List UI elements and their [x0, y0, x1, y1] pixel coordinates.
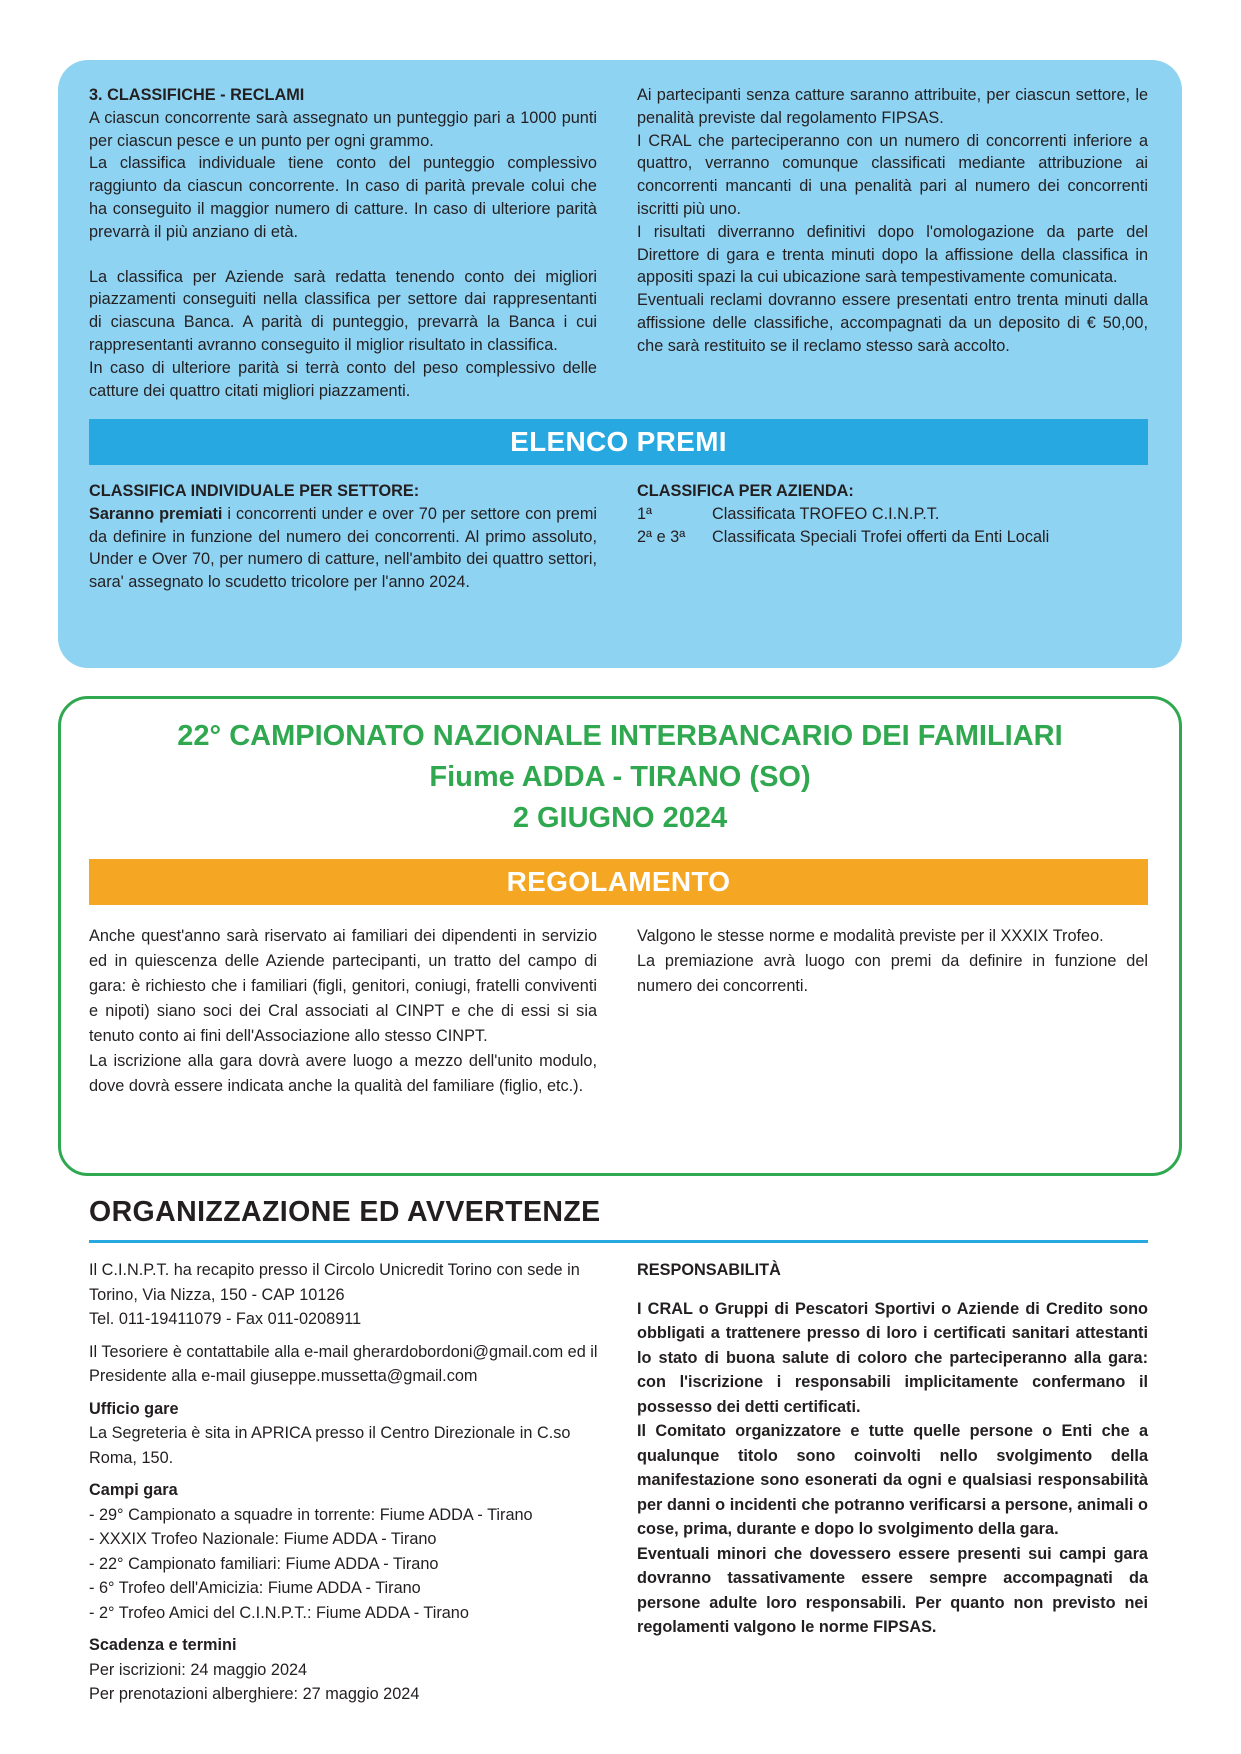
familiari-location: Fiume ADDA - TIRANO (SO)	[429, 761, 811, 793]
scadenza-iscrizioni: Per iscrizioni: 24 maggio 2024	[89, 1660, 308, 1679]
responsabilita-column	[637, 1258, 1148, 1640]
responsabilita-paragraph: Il Comitato organizzatore e tutte quelle persone o Enti che a qualunque titolo sono coinvolti nello svolgimento della manifestazione sono esonerati da ogni e qualsiasi responsabilità per danni o incidenti che potranno verificarsi a persone, animali o cose, prima, durante e dopo lo svolgimento della gara.	[637, 1422, 1148, 1538]
campi-gara-item: - 2° Trofeo Amici del C.I.N.P.T.: Fiume ADDA - Tirano	[89, 1603, 469, 1622]
responsabilita-heading: RESPONSABILITÀ	[637, 1261, 781, 1279]
organizzazione-heading: ORGANIZZAZIONE ED AVVERTENZE	[89, 1196, 601, 1228]
campi-gara-item: - XXXIX Trofeo Nazionale: Fiume ADDA - Tirano	[89, 1530, 437, 1548]
scadenza-alberghi: Per prenotazioni alberghiere: 27 maggio 2024	[89, 1685, 420, 1703]
tel-fax-text: Tel. 011-19411079 - Fax 011-0208911	[89, 1310, 362, 1328]
contatti-text: Il Tesoriere è contattabile alla e-mail gherardobordoni@gmail.com ed il Presidente alla e-mail giuseppe.mussetta@gmail.com	[89, 1342, 598, 1385]
classifiche-paragraph: In caso di ulteriore parità si terrà conto del peso complessivo delle catture dei quattro citati migliori piazzamenti.	[89, 358, 597, 400]
classifiche-paragraph: Eventuali reclami dovranno essere presentati entro trenta minuti dalla affissione delle classifiche, accompagnati da un deposito di € 50,00, che sarà restituito se il reclamo stesso sarà accolto.	[637, 291, 1148, 355]
premi-individuale-body: i concorrenti under e over 70 per settore con premi da definire in funzione del numero dei concorrenti. Al primo assoluto, Under e Over 70, per numero di catture, nell'ambito dei quattro settori, sara' assegnato lo scudetto tricolore per l'anno 2024.	[89, 504, 597, 592]
premi-azienda-row	[637, 526, 1157, 549]
classifiche-left-column	[89, 84, 597, 402]
regolamento-right-column	[637, 924, 1148, 999]
scadenza-heading: Scadenza e termini	[89, 1636, 237, 1654]
organizzazione-divider	[89, 1240, 1148, 1243]
classifiche-paragraph: La classifica individuale tiene conto del punteggio complessivo raggiunto da ciascun concorrente. In caso di parità prevale colui che ha conseguito il maggior numero di catture. In caso di ulteriore parità prevarrà il più anziano di età.	[89, 154, 597, 241]
classifiche-paragraph: A ciascun concorrente sarà assegnato un punteggio pari a 1000 punti per ciascun pesce e un punto per ogni grammo.	[89, 108, 597, 150]
familiari-title: 22° CAMPIONATO NAZIONALE INTERBANCARIO DEI FAMILIARI	[177, 720, 1063, 752]
responsabilita-paragraph: Eventuali minori che dovessero essere presenti sui campi gara dovranno tassativamente essere sempre accompagnati da persone adulte loro responsabili. Per quanto non previsto nei regolamenti valgono le norme FIPSAS.	[637, 1544, 1148, 1636]
premi-azienda-row	[637, 503, 1157, 526]
familiari-date: 2 GIUGNO 2024	[512, 802, 728, 834]
regolamento-left-column	[89, 924, 597, 1099]
premi-individuale-heading: CLASSIFICA INDIVIDUALE PER SETTORE:	[89, 482, 420, 500]
regolamento-paragraph: La iscrizione alla gara dovrà avere luogo a mezzo dell'unito modulo, dove dovrà essere indicata anche la qualità del familiare (figlio, etc.).	[89, 1052, 597, 1095]
campi-gara-item: - 22° Campionato familiari: Fiume ADDA - Tirano	[89, 1554, 439, 1573]
premi-individuale-text	[89, 503, 597, 594]
campi-gara-heading: Campi gara	[89, 1481, 178, 1499]
campi-gara-item: - 6° Trofeo dell'Amicizia: Fiume ADDA - Tirano	[89, 1579, 421, 1597]
premi-azienda-column	[637, 480, 1157, 548]
premi-rank-text: Classificata TROFEO C.I.N.P.T.	[712, 504, 940, 523]
classifiche-paragraph: Ai partecipanti senza catture saranno attribuite, per ciascun settore, le penalità previste dal regolamento FIPSAS.	[637, 86, 1148, 127]
ufficio-gare-heading: Ufficio gare	[89, 1399, 179, 1418]
premi-rank-text: Classificata Speciali Trofei offerti da Enti Locali	[712, 527, 1050, 546]
classifiche-right-column	[637, 84, 1148, 358]
premi-individuale-bold: Saranno premiati	[89, 504, 223, 523]
premi-individuale-column	[89, 480, 597, 594]
regolamento-banner: REGOLAMENTO	[89, 859, 1148, 905]
regolamento-paragraph: La premiazione avrà luogo con premi da definire in funzione del numero dei concorrenti.	[637, 952, 1148, 995]
classifiche-heading: 3. CLASSIFICHE - RECLAMI	[89, 86, 305, 104]
recapito-text: Il C.I.N.P.T. ha recapito presso il Circolo Unicredit Torino con sede in Torino, Via Nizza, 150 - CAP 10126	[89, 1261, 580, 1304]
elenco-premi-banner: ELENCO PREMI	[89, 419, 1148, 465]
classifiche-paragraph: I risultati diverranno definitivi dopo l'omologazione da parte del Direttore di gara e trenta minuti dopo la affissione della classifica in appositi spazi la cui ubicazione sarà tempestivamente comunicata.	[637, 222, 1148, 287]
classifiche-paragraph: La classifica per Aziende sarà redatta tenendo conto dei migliori piazzamenti conseguiti nella classifica per settore dai rappresentanti di ciascuna Banca. A parità di punteggio, prevarrà la Banca i cui rappresentanti avranno conseguito il miglior risultato in classifica.	[89, 267, 597, 354]
organizzazione-left-column	[89, 1258, 609, 1707]
regolamento-paragraph: Anche quest'anno sarà riservato ai familiari dei dipendenti in servizio ed in quiescenza delle Aziende partecipanti, un tratto del campo di gara: è richiesto che i familiari (figli, genitori, coniugi, fratelli conviventi e nipoti) siano soci dei Cral associati al CINPT e che di essi si sia tenuto conto ai fini dell'Associazione allo stesso CINPT.	[89, 927, 597, 1045]
regolamento-paragraph: Valgono le stesse norme e modalità previste per il XXXIX Trofeo.	[637, 927, 1104, 945]
premi-azienda-heading: CLASSIFICA PER AZIENDA:	[637, 482, 854, 500]
campi-gara-item: - 29° Campionato a squadre in torrente: Fiume ADDA - Tirano	[89, 1505, 533, 1524]
classifiche-paragraph: I CRAL che parteciperanno con un numero di concorrenti inferiore a quattro, verranno comunque classificati mediante attribuzione ai concorrenti mancanti di una penalità pari al numero dei concorrenti iscritti più uno.	[637, 131, 1148, 218]
responsabilita-paragraph: I CRAL o Gruppi di Pescatori Sportivi o Aziende di Credito sono obbligati a trattenere presso di loro i certificati sanitari attestanti lo stato di buona salute di coloro che parteciperanno alla gara: con l'iscrizione i responsabili implicitamente confermano il possesso dei detti certificati.	[637, 1299, 1148, 1416]
ufficio-gare-text: La Segreteria è sita in APRICA presso il Centro Direzionale in C.so Roma, 150.	[89, 1424, 571, 1467]
premi-rank: 2ª e 3ª	[637, 527, 686, 546]
premi-rank: 1ª	[637, 504, 653, 523]
